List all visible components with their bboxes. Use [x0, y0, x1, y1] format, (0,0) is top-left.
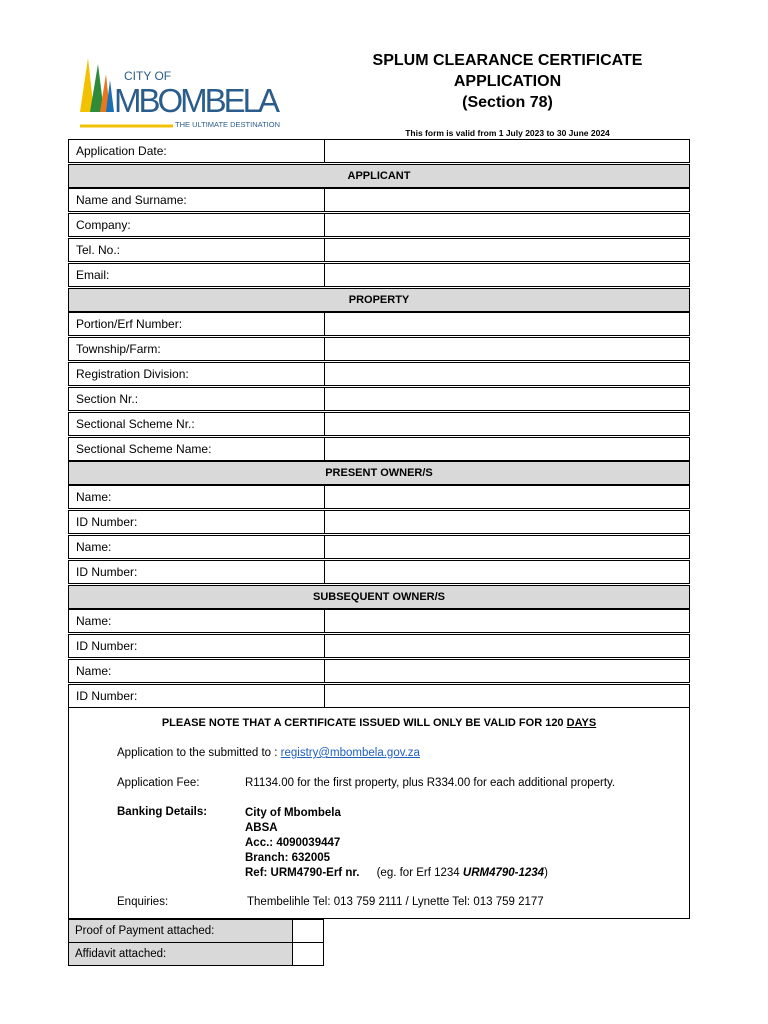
proof-of-payment-row	[68, 919, 324, 943]
applicant-row	[68, 238, 690, 262]
ref-example-bold: URM4790-1234	[462, 867, 545, 879]
company-field[interactable]	[325, 214, 689, 236]
subsequent-owner-row	[68, 634, 690, 658]
field-label: Tel. No.:	[69, 239, 325, 261]
enquiries-label: Enquiries:	[117, 896, 169, 908]
field-label: ID Number:	[69, 511, 325, 533]
subsequent-owner-row	[68, 659, 690, 683]
property-row	[68, 337, 690, 361]
bank-line: Acc.: 4090039447	[245, 837, 341, 849]
fee-label: Application Fee:	[117, 777, 200, 789]
registry-email-link[interactable]: registry@mbombela.gov.za	[280, 747, 420, 759]
property-row	[68, 412, 690, 436]
present-owner-name-field[interactable]	[325, 486, 689, 508]
bank-line: ABSA	[245, 822, 278, 834]
proof-of-payment-checkbox[interactable]	[293, 920, 323, 942]
field-label: Township/Farm:	[69, 338, 325, 360]
field-label: Name:	[69, 536, 325, 558]
sectional-scheme-name-field[interactable]	[325, 438, 689, 460]
field-label: ID Number:	[69, 635, 325, 657]
erf-number-field[interactable]	[325, 313, 689, 335]
subsequent-owner-row	[68, 609, 690, 633]
svg-text:THE ULTIMATE DESTINATION: THE ULTIMATE DESTINATION	[175, 120, 281, 129]
city-of-mbombela-logo	[78, 50, 284, 130]
field-label: ID Number:	[69, 685, 325, 707]
property-row	[68, 312, 690, 336]
present-owner-row	[68, 535, 690, 559]
present-owner-row	[68, 485, 690, 509]
proof-of-payment-label: Proof of Payment attached:	[69, 920, 293, 942]
affidavit-checkbox[interactable]	[293, 943, 323, 965]
present-owner-heading: PRESENT OWNER/S	[68, 461, 690, 485]
present-owner-row	[68, 510, 690, 534]
applicant-row	[68, 213, 690, 237]
submit-line	[117, 747, 420, 759]
present-owner-name-field[interactable]	[325, 536, 689, 558]
title-line-1: SPLUM CLEARANCE CERTIFICATE	[372, 52, 643, 69]
field-label: Section Nr.:	[69, 388, 325, 410]
field-label: ID Number:	[69, 561, 325, 583]
application-date-field[interactable]	[325, 140, 689, 162]
section-nr-field[interactable]	[325, 388, 689, 410]
submit-label: Application to the submitted to :	[117, 747, 281, 759]
validity-note: This form is valid from 1 July 2023 to 30 June 2024	[405, 128, 610, 138]
notice-days: DAYS	[566, 717, 597, 729]
tel-field[interactable]	[325, 239, 689, 261]
registration-division-field[interactable]	[325, 363, 689, 385]
subsequent-owner-name-field[interactable]	[325, 660, 689, 682]
present-owner-id-field[interactable]	[325, 561, 689, 583]
field-label: Name:	[69, 486, 325, 508]
fee-value: R1134.00 for the first property, plus R334.00 for each additional property.	[245, 777, 616, 789]
sectional-scheme-nr-field[interactable]	[325, 413, 689, 435]
subsequent-owner-name-field[interactable]	[325, 610, 689, 632]
field-label: Name:	[69, 610, 325, 632]
notice-text: PLEASE NOTE THAT A CERTIFICATE ISSUED WILL ONLY BE VALID FOR 120	[161, 717, 567, 729]
validity-notice	[69, 717, 689, 729]
ref-label: Ref: URM4790-Erf nr.	[245, 867, 360, 879]
ref-example	[377, 867, 548, 879]
svg-text:MBOMBELA: MBOMBELA	[114, 82, 280, 119]
field-label: Portion/Erf Number:	[69, 313, 325, 335]
subsequent-owner-heading: SUBSEQUENT OWNER/S	[68, 585, 690, 609]
field-label: Name:	[69, 660, 325, 682]
property-row	[68, 387, 690, 411]
enquiries-value: Thembelihle Tel: 013 759 2111 / Lynette Tel: 013 759 2177	[247, 896, 544, 908]
field-label: Email:	[69, 264, 325, 286]
banking-details	[245, 806, 548, 881]
bank-line: Branch: 632005	[245, 852, 331, 864]
township-field[interactable]	[325, 338, 689, 360]
present-owner-id-field[interactable]	[325, 511, 689, 533]
application-date-row	[68, 139, 690, 163]
affidavit-label: Affidavit attached:	[69, 943, 293, 965]
notes-block	[68, 707, 690, 919]
subsequent-owner-id-field[interactable]	[325, 635, 689, 657]
application-date-label: Application Date:	[69, 140, 325, 162]
svg-text:CITY OF: CITY OF	[124, 69, 172, 83]
name-surname-field[interactable]	[325, 189, 689, 211]
property-row	[68, 437, 690, 461]
subsequent-owner-id-field[interactable]	[325, 685, 689, 707]
applicant-heading: APPLICANT	[68, 164, 690, 188]
ref-example-prefix: (eg. for Erf 1234	[376, 867, 463, 879]
ref-example-suffix: )	[544, 867, 548, 879]
affidavit-row	[68, 942, 324, 966]
subsequent-owner-row	[68, 684, 690, 708]
email-field[interactable]	[325, 264, 689, 286]
field-label: Registration Division:	[69, 363, 325, 385]
title-line-3: (Section 78)	[462, 94, 553, 111]
applicant-row	[68, 188, 690, 212]
applicant-row	[68, 263, 690, 287]
property-row	[68, 362, 690, 386]
banking-label: Banking Details:	[117, 806, 208, 818]
form-title	[340, 50, 675, 113]
bank-line: City of Mbombela	[245, 807, 341, 819]
field-label: Sectional Scheme Nr.:	[69, 413, 325, 435]
field-label: Sectional Scheme Name:	[69, 438, 325, 460]
title-line-2: APPLICATION	[453, 73, 562, 90]
property-heading: PROPERTY	[68, 288, 690, 312]
field-label: Name and Surname:	[69, 189, 325, 211]
field-label: Company:	[69, 214, 325, 236]
bank-ref-line	[245, 866, 548, 881]
present-owner-row	[68, 560, 690, 584]
